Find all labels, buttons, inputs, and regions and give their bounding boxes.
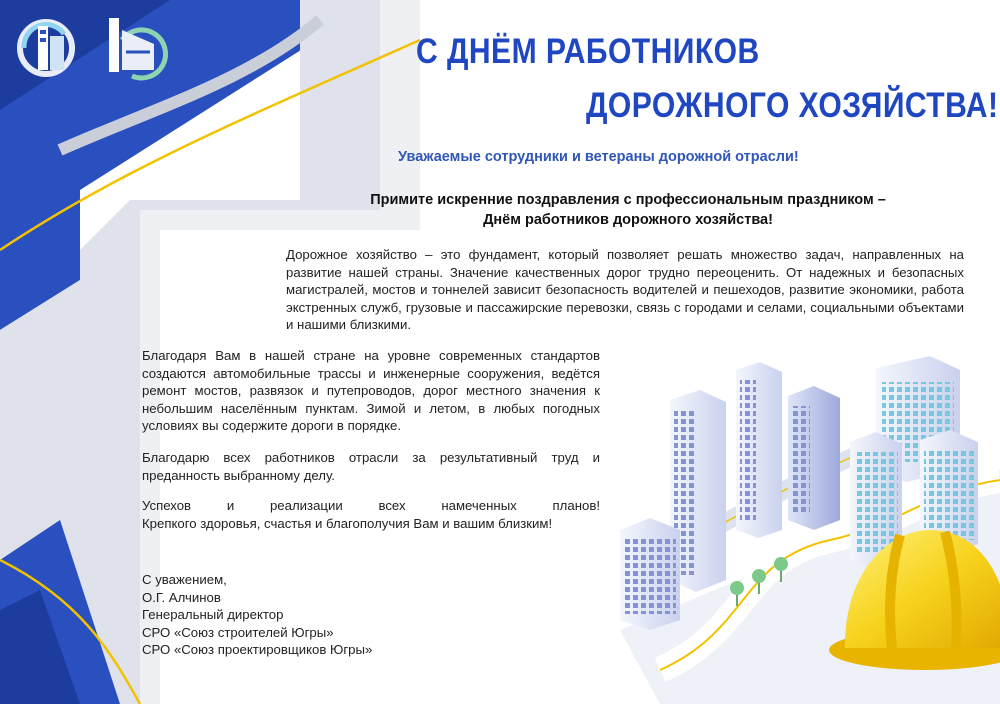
title-line-2: ДОРОЖНОГО ХОЗЯЙСТВА! [586,86,999,125]
greeting-heading: Уважаемые сотрудники и ветераны дорожной отрасли! [398,149,799,165]
wishes-line-2: Крепкого здоровья, счастья и благополучия Вам и вашим близким! [142,515,553,531]
wishes-line-1: Успехов и реализации всех намеченных планов! [142,498,600,513]
signature-name: О.Г. Алчинов [142,589,221,605]
congratulations-heading [318,190,938,230]
builders-union-logo [20,22,72,74]
organization-logos [14,10,184,82]
congratulations-line-2: Днём работников дорожного хозяйства! [483,212,773,228]
designers-union-logo [109,18,166,78]
building-3 [788,386,840,530]
signature-org-2: СРО «Союз проектировщиков Югры» [142,642,373,657]
signature-position: Генеральный директор [142,607,284,622]
title-line-1: С ДНЁМ РАБОТНИКОВ [416,32,760,71]
congratulations-line-1: Примите искренние поздравления с профессиональным праздником – [370,192,886,208]
city-road-illustration [600,330,1000,704]
paragraph-achievements: Благодаря Вам в нашей стране на уровне современных стандартов создаются автомобильные трассы и инженерные сооружения, ведётся ремонт мостов, развязок и путепроводов, дорог местного значения к небольшим населённым пунктам. Зимой и летом, в любых погодных условиях вы содержите дороги в порядке. [142,348,600,433]
building-7 [620,518,680,630]
building-2 [736,362,782,538]
paragraph-road-importance: Дорожное хозяйство – это фундамент, который позволяет решать множество задач, направленных на развитие нашей страны. Значение качественных дорог трудно переоценить. От надежных и безопасных магистралей, мостов и тоннелей зависит безопасность водителей и пешеходов, развитие экономики, работа экстренных служб, грузовые и пассажирские перевозки, связь с городами и селами, социальными объектами и нашими близкими. [286,247,964,332]
paragraph-gratitude: Благодарю всех работников отрасли за результативный труд и преданность выбранному делу. [142,450,600,483]
signature-org-1: СРО «Союз строителей Югры» [142,624,334,640]
signature-regards: С уважением, [142,572,227,587]
signature-block [142,571,372,659]
paragraph-wishes [142,497,600,532]
